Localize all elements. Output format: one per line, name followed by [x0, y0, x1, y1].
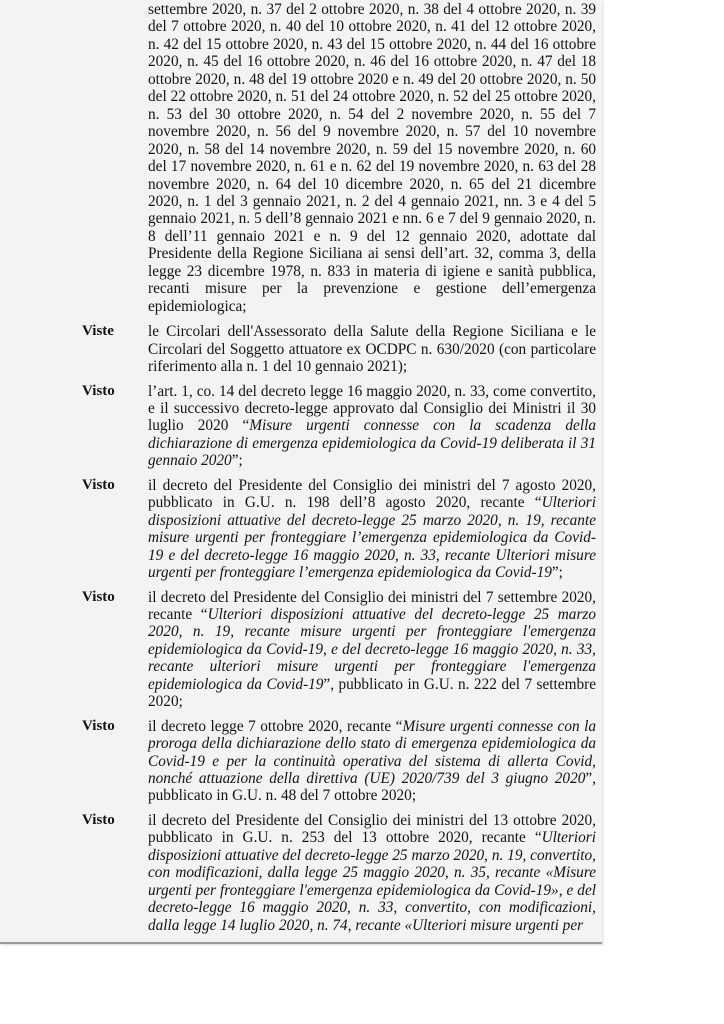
text-run: ”; — [551, 564, 563, 582]
paragraph-label: Visto — [82, 717, 115, 734]
paragraph-label: Visto — [82, 588, 115, 605]
text-run: ”, pubblicato in G.U. n. 48 del 7 ottobre 2020; — [148, 770, 596, 805]
paragraph-text — [148, 323, 596, 375]
text-run: il decreto del Presidente del Consiglio dei ministri del 7 settembre 2020, recante “ — [148, 588, 596, 623]
paragraph-text — [148, 812, 596, 934]
paragraph-visto-dpcm-7-settembre — [0, 589, 602, 711]
italic-title: Misure urgenti connesse con la scadenza della dichiarazione di emergenza epidemiologica da Covid-19 deliberata il 31 gennaio 2020 — [148, 417, 596, 470]
text-run: il decreto del Presidente del Consiglio dei ministri del 7 agosto 2020, pubblicato in G.U. n. 198 dell’8 agosto 2020, recante “ — [148, 476, 596, 512]
paragraph-text — [148, 718, 596, 805]
paragraph-visto-dl-7-ottobre — [0, 718, 602, 805]
text-run: il decreto legge 7 ottobre 2020, recante “ — [148, 717, 403, 735]
italic-title: Ulteriori disposizioni attuative del decreto-legge 25 marzo 2020, n. 19, recante misure urgenti per fronteggiare l'emergenza epidemiologica da Covid-19, e del decreto-legge 16 maggio 2020, n. 33, recante ulteriori misure urgenti per fronteggiare l'emergenza epidemiologica da Covid-19 — [148, 605, 597, 693]
paragraph-viste-circolari — [0, 323, 602, 375]
text-run: l’art. 1, co. 14 del decreto legge 16 maggio 2020, n. 33, come convertito, e il successivo decreto-legge approvato dal Consiglio dei Ministri il 30 luglio 2020 “ — [148, 382, 596, 435]
paragraph-label: Visto — [82, 476, 115, 493]
text-run: settembre 2020, n. 37 del 2 ottobre 2020, n. 38 del 4 ottobre 2020, n. 39 del 7 ottobre 2020, n. 40 del 10 ottobre 2020, n. 41 del 12 ottobre 2020, n. 42 del 15 ottobre 2020, n. 43 del 15 ottobre 2020, n. 44 del 16 ottobre 2020, n. 45 del 16 ottobre 2020, n. 46 del 16 ottobre 2020, n. 47 del 18 ottobre 2020, n. 48 del 19 ottobre 2020 e n. 49 del 20 ottobre 2020, n. 50 del 22 ottobre 2020, n. 51 del 24 ottobre 2020, n. 52 del 25 ottobre 2020, n. 53 del 30 ottobre 2020, n. 54 del 2 novembre 2020, n. 55 del 7 novembre 2020, n. 56 del 9 novembre 2020, n. 57 del 10 novembre 2020, n. 58 del 14 novembre 2020, n. 59 del 15 novembre 2020, n. 60 del 17 novembre 2020, n. 61 e n. 62 del 19 novembre 2020, n. 63 del 28 novembre 2020, n. 64 del 10 dicembre 2020, n. 65 del 21 dicembre 2020, n. 1 del 3 gennaio 2021, n. 2 del 4 gennaio 2021, nn. 3 e 4 del 5 gennaio 2021, n. 5 dell’8 gennaio 2021 e nn. 6 e 7 del 9 gennaio 2020, n. 8 dell’11 gennaio 2021 e n. 9 del 12 gennaio 2020, adottate dal Presidente della Regione Siciliana ai sensi dell’art. 32, comma 3, della legge 23 dicembre 1978, n. 833 in materia di igiene e sanità pubblica, recanti misure per la prevenzione e gestione dell’emergenza epidemiologica; — [148, 1, 596, 315]
paragraph-label: Visto — [82, 382, 115, 399]
document-body — [0, 1, 602, 941]
paragraph-visto-dpcm-13-ottobre — [0, 812, 602, 934]
italic-title: Ulteriori disposizioni attuative del decreto-legge 25 marzo 2020, n. 19, recante misure urgenti per fronteggiare l’emergenza epidemiologica da Covid-19 e del decreto-legge 16 maggio 2020, n. 33, recante Ulteriori misure urgenti per fronteggiare l’emergenza epidemiologica da Covid-19 — [148, 494, 596, 582]
italic-title: Ulteriori disposizioni attuative del decreto-legge 25 marzo 2020, n. 19, convertito, con modificazioni, dalla legge 25 maggio 2020, n. 35, recante «Misure urgenti per fronteggiare l'emergenza epidemiologica da Covid-19», e del decreto-legge 16 maggio 2020, n. 33, convertito, con modificazioni, dalla legge 14 luglio 2020, n. 74, recante «Ulteriori misure urgenti per — [148, 829, 596, 934]
paragraph-text — [148, 477, 596, 582]
text-run: ”, pubblicato in G.U. n. 222 del 7 settembre 2020; — [148, 675, 596, 711]
paragraph-text — [148, 383, 596, 470]
italic-title: Misure urgenti connesse con la proroga della dichiarazione dello stato di emergenza epidemiologica da Covid-19 e per la continuità operativa del sistema di allerta Covid, nonché attuazione della direttiva (UE) 2020/739 del 3 giugno 2020 — [148, 717, 597, 788]
paragraph-text — [148, 589, 596, 711]
text-run: le Circolari dell'Assessorato della Salute della Regione Siciliana e le Circolari del Soggetto attuatore ex OCDPC n. 630/2020 (con particolare riferimento alla n. 1 del 10 gennaio 2021); — [148, 323, 596, 376]
text-run: ”; — [231, 452, 243, 470]
text-run: il decreto del Presidente del Consiglio dei ministri del 13 ottobre 2020, pubblicato in G.U. n. 253 del 13 ottobre 2020, recante “ — [148, 811, 596, 847]
paragraph-label: Visto — [82, 811, 115, 828]
paragraph-visto-dpcm-7-agosto — [0, 477, 602, 582]
paragraph-visto-dl-33 — [0, 383, 602, 470]
paragraph-label: Viste — [82, 323, 114, 340]
paragraph-ordinanze — [0, 1, 602, 315]
paragraph-text — [148, 1, 596, 315]
